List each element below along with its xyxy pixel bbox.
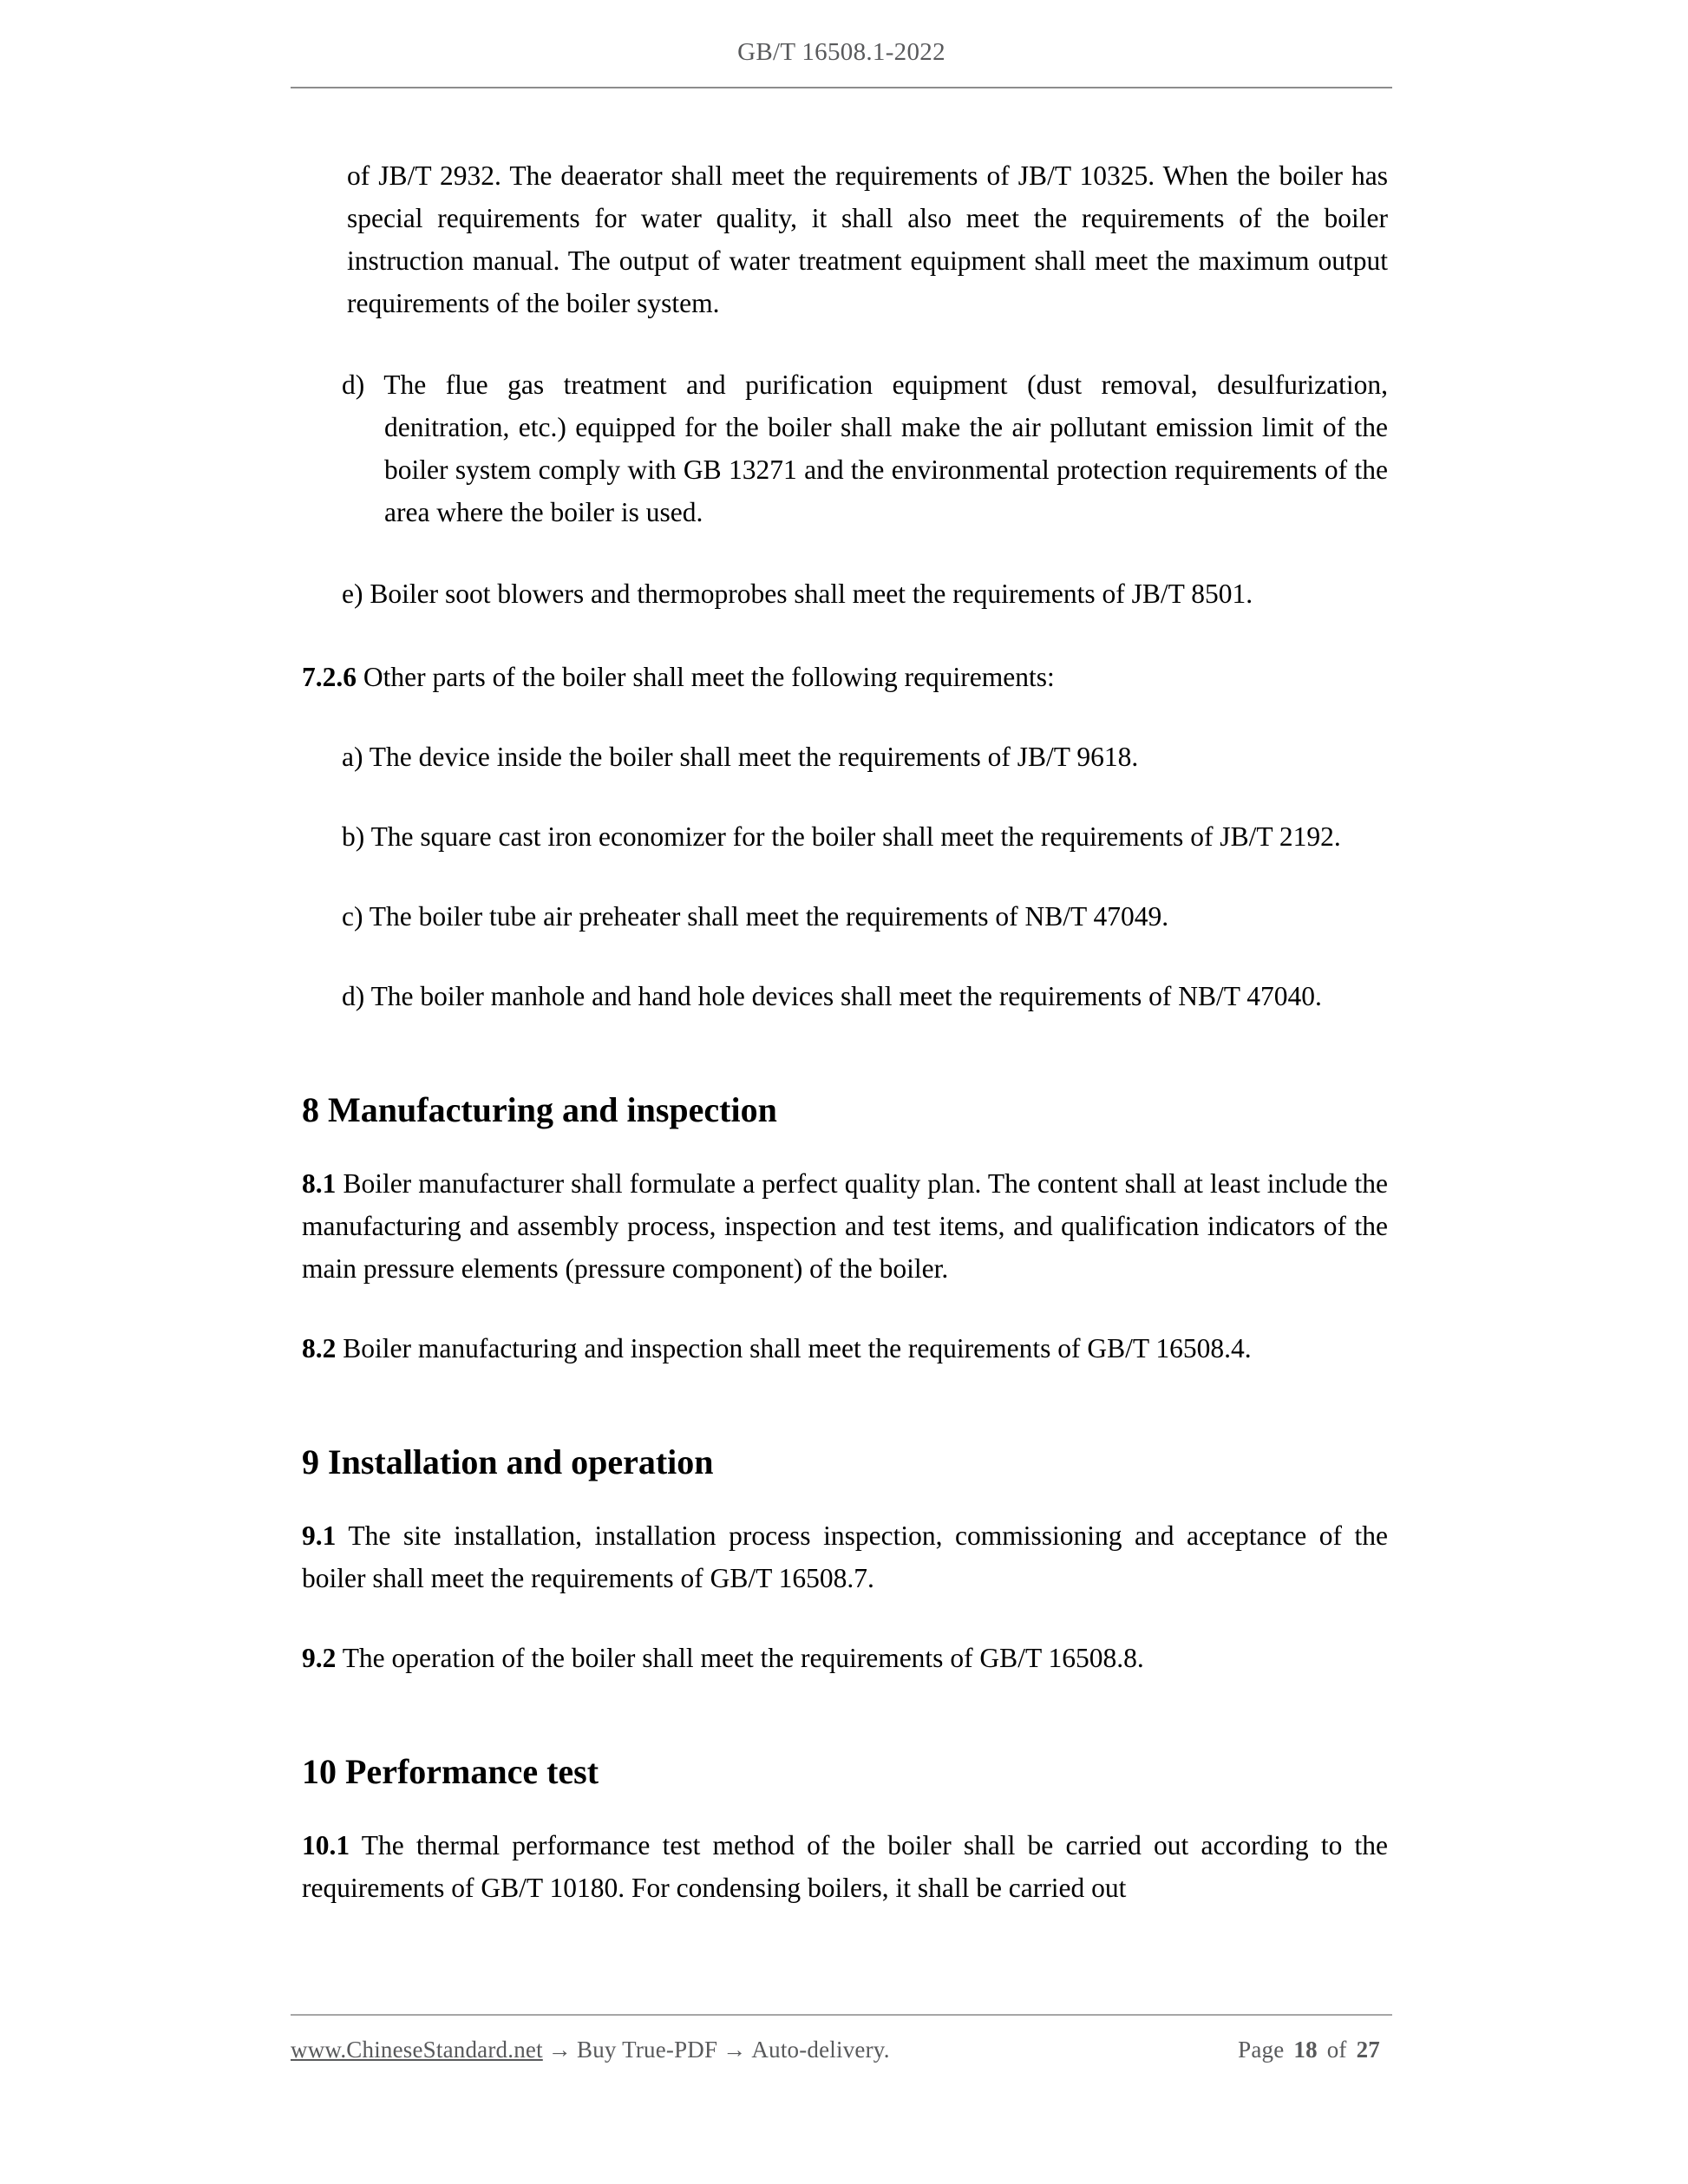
arrow-right-icon: → (547, 2037, 572, 2063)
header-standard-code: GB/T 16508.1-2022 (737, 38, 945, 66)
list-item-text: The device inside the boiler shall meet the requirements of JB/T 9618. (369, 742, 1139, 772)
list-item-text: The flue gas treatment and purification equipment (dust removal, desulfurization, denitration, etc.) equipped for the boiler shall make the air pollutant emission limit of the boiler system comply with GB 13271 and the environmental protection requirements of the area where the boiler is used. (383, 369, 1388, 527)
section-heading-9: 9 Installation and operation (302, 1442, 714, 1481)
clause-text: The operation of the boiler shall meet the requirements of GB/T 16508.8. (342, 1643, 1144, 1673)
clause-7-2-6 (302, 656, 1388, 698)
clause-number: 8.2 (302, 1333, 337, 1363)
header-divider (291, 87, 1392, 88)
page-label: Page (1238, 2037, 1285, 2063)
paragraph-continued: of JB/T 2932. The deaerator shall meet the requirements of JB/T 10325. When the boiler has special requirements for water quality, it shall also meet the requirements of the boiler instruction manual. The output of water treatment equipment shall meet the maximum output requirements of the boiler system. (347, 160, 1388, 318)
footer-divider (291, 2014, 1392, 2016)
page-footer (291, 2014, 1392, 2063)
footer-delivery-text: Auto-delivery. (751, 2037, 890, 2063)
clause-text: Boiler manufacturing and inspection shall meet the requirements of GB/T 16508.4. (343, 1333, 1252, 1363)
list-item (302, 736, 1388, 778)
footer-offer-text: Buy True-PDF (577, 2037, 718, 2063)
list-marker: a) (342, 742, 363, 772)
current-page-number: 18 (1293, 2037, 1318, 2063)
clause-number: 9.2 (302, 1643, 337, 1673)
section-heading-10: 10 Performance test (302, 1752, 599, 1791)
chinesestandard-link[interactable]: www.ChineseStandard.net (291, 2037, 543, 2063)
list-marker: c) (342, 901, 363, 932)
clause-text: The thermal performance test method of the boiler shall be carried out according to the requirements of GB/T 10180. For condensing boilers, it shall be carried out (302, 1830, 1388, 1903)
list-marker: b) (342, 821, 365, 852)
clause-text: The site installation, installation process inspection, commissioning and acceptance of the boiler shall meet the requirements of GB/T 16508.7. (302, 1520, 1388, 1593)
list-item-text: The boiler tube air preheater shall meet the requirements of NB/T 47049. (369, 901, 1169, 932)
footer-row (291, 2037, 1392, 2063)
of-label: of (1326, 2037, 1347, 2063)
list-item (302, 572, 1388, 615)
clause-10-1 (302, 1824, 1388, 1909)
list-marker: e) (342, 579, 363, 609)
list-item-text: Boiler soot blowers and thermoprobes shall meet the requirements of JB/T 8501. (370, 579, 1253, 609)
page-number-indicator (1238, 2037, 1392, 2063)
clause-number: 7.2.6 (302, 662, 357, 692)
list-item-text: The boiler manhole and hand hole devices shall meet the requirements of NB/T 47040. (370, 981, 1322, 1011)
list-item (302, 895, 1388, 938)
clause-text: Other parts of the boiler shall meet the following requirements: (363, 662, 1055, 692)
clause-number: 8.1 (302, 1168, 337, 1199)
list-item-text: The square cast iron economizer for the boiler shall meet the requirements of JB/T 2192. (370, 821, 1341, 852)
footer-promo (291, 2037, 890, 2063)
page-header (291, 38, 1392, 88)
list-marker: d) (342, 369, 365, 400)
list-item (302, 975, 1388, 1017)
document-body (302, 154, 1388, 1934)
clause-text: Boiler manufacturer shall formulate a perfect quality plan. The content shall at least include the manufacturing and assembly process, inspection and test items, and qualification indicators of the main pressure elements (pressure component) of the boiler. (302, 1168, 1389, 1284)
section-heading-8: 8 Manufacturing and inspection (302, 1090, 777, 1129)
clause-number: 10.1 (302, 1830, 350, 1860)
clause-9-2 (302, 1637, 1388, 1679)
clause-number: 9.1 (302, 1520, 337, 1551)
arrow-right-icon: → (723, 2037, 747, 2063)
clause-9-1 (302, 1514, 1388, 1599)
list-item (302, 815, 1388, 858)
list-item (302, 363, 1388, 533)
list-marker: d) (342, 981, 365, 1011)
total-page-number: 27 (1356, 2037, 1380, 2063)
clause-8-1 (302, 1162, 1388, 1290)
clause-8-2 (302, 1327, 1388, 1370)
